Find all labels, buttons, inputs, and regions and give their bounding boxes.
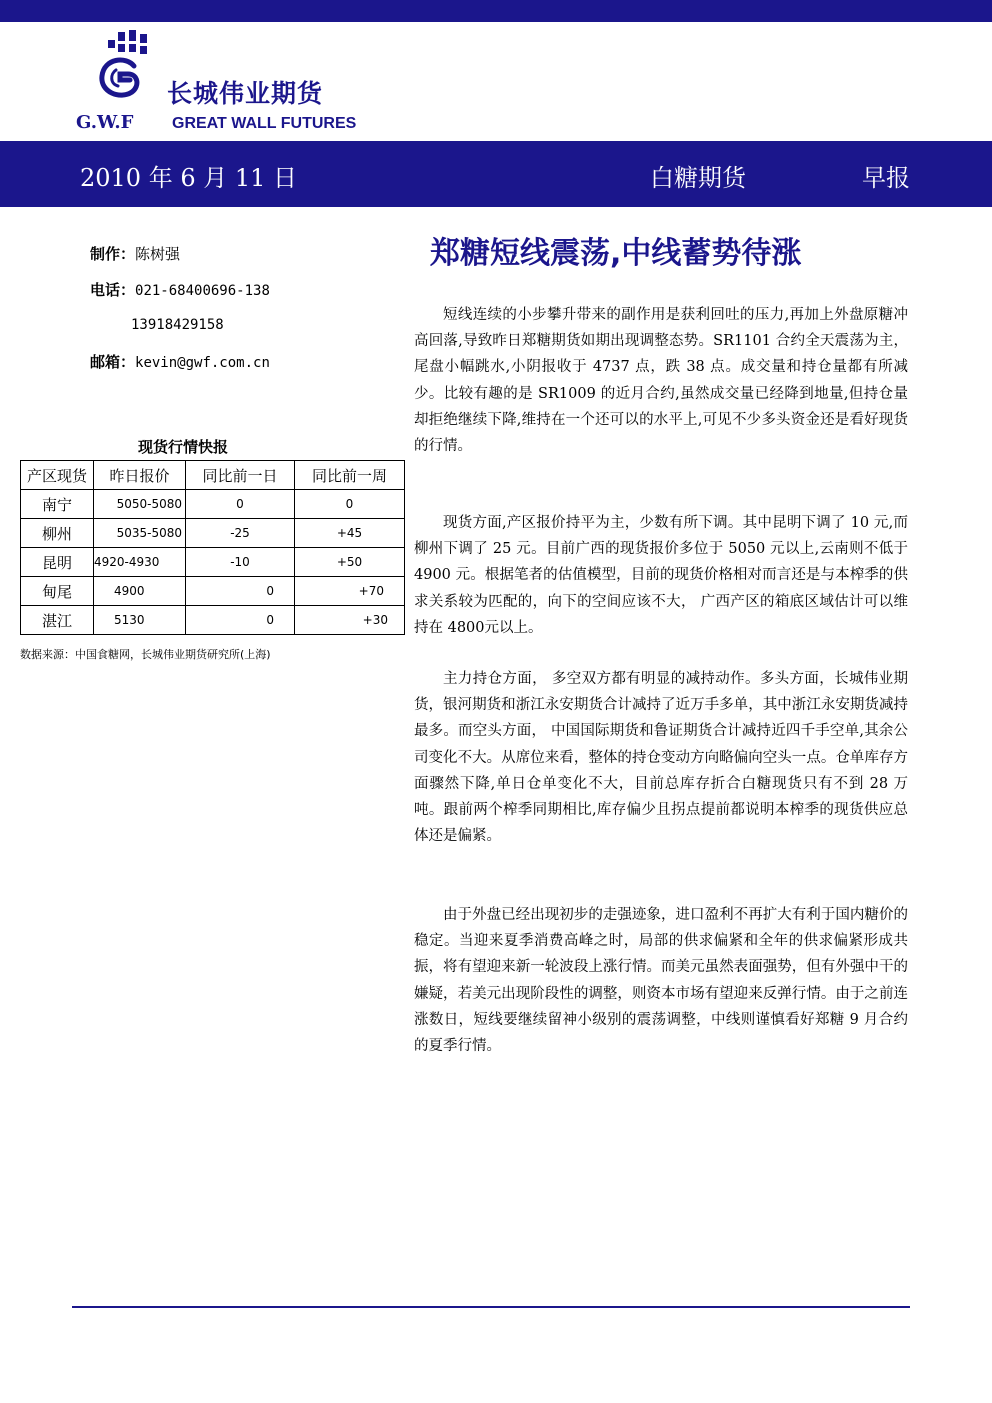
article-paragraph-1: 短线连续的小步攀升带来的副作用是获利回吐的压力,再加上外盘原糖冲高回落,导致昨日郑糖期货如期出现调整态势。SR1101 合约全天震荡为主，尾盘小幅跳水,小阴报收于 4737 点，跌 38 点。成交量和持仓量都有所减少。比较有趣的是 SR1009 的近月合约,虽然成交量已经降到地量,但持仓量却拒绝继续下降,维持在一个还可以的水平上,可见不少多头资金还是看好现货的行情。 [414, 307, 908, 455]
region-cell: 湛江 [21, 606, 94, 635]
phone-number-2: 13918429158 [131, 317, 224, 333]
spot-table-title: 现货行情快报 [137, 438, 228, 456]
table-row [21, 548, 405, 577]
header-day-change: 同比前一日 [186, 461, 295, 490]
phone-line [90, 279, 270, 300]
author-line [90, 243, 180, 264]
day-change-cell: 0 [186, 606, 295, 635]
day-change-cell: -10 [186, 548, 295, 577]
week-change-cell: +50 [295, 548, 405, 577]
spot-price-table [20, 460, 405, 635]
price-cell: 5035-5080 [94, 519, 186, 548]
phone-number-1: 021-68400696-138 [135, 283, 270, 299]
article-paragraph-3: 主力持仓方面， 多空双方都有明显的减持动作。多头方面，长城伟业期货，银河期货和浙江永安期货合计减持了近万手多单，其中浙江永安期货减持最多。而空头方面， 中国国际期货和鲁证期货合计减持近四千手空单,其余公司变化不大。从席位来看，整体的持仓变动方向略偏向空头一点。仓单库存方面骤然下降,单日仓单变化不大，目前总库存折合白糖现货只有不到 28 万吨。跟前两个榨季同期相比,库存偏少且拐点提前都说明本榨季的现货供应总体还是偏紧。 [414, 671, 908, 845]
brand-name-chinese: 长城伟业期货 [167, 79, 324, 108]
report-banner [0, 141, 992, 207]
great-wall-logo-icon [86, 30, 156, 108]
report-date: 2010 年 6 月 11 日 [80, 164, 298, 192]
phone-label: 电话： [90, 281, 136, 299]
region-cell: 甸尾 [21, 577, 94, 606]
header-region: 产区现货 [21, 461, 94, 490]
email-label: 邮箱： [90, 353, 136, 371]
author-name: 陈树强 [135, 245, 181, 263]
top-color-bar [0, 0, 992, 22]
table-row [21, 606, 405, 635]
day-change-cell: 0 [186, 490, 295, 519]
week-change-cell: 0 [295, 490, 405, 519]
company-logo [72, 30, 372, 135]
article-paragraph-4: 由于外盘已经出现初步的走强迹象，进口盈利不再扩大有利于国内糖价的稳定。当迎来夏季消费高峰之时，局部的供求偏紧和全年的供求偏紧形成共振，将有望迎来新一轮波段上涨行情。而美元虽然表面强势，但有外强中干的嫌疑，若美元出现阶段性的调整，则资本市场有望迎来反弹行情。由于之前连涨数日，短线要继续留神小级别的震荡调整，中线则谨慎看好郑糖 9 月合约的夏季行情。 [414, 907, 908, 1055]
email-address: kevin@gwf.com.cn [135, 355, 270, 371]
table-row [21, 519, 405, 548]
price-cell: 4920-4930 [94, 548, 186, 577]
day-change-cell: -25 [186, 519, 295, 548]
region-cell: 南宁 [21, 490, 94, 519]
article-headline: 郑糖短线震荡,中线蓄势待涨 [430, 236, 802, 271]
table-header-row [21, 461, 405, 490]
day-change-cell: 0 [186, 577, 295, 606]
week-change-cell: +45 [295, 519, 405, 548]
header-week-change: 同比前一周 [295, 461, 405, 490]
price-cell: 5050-5080 [94, 490, 186, 519]
table-row [21, 577, 405, 606]
data-source-note: 数据来源：中国食糖网，长城伟业期货研究所(上海) [20, 648, 271, 661]
price-cell: 4900 [94, 577, 186, 606]
price-cell: 5130 [94, 606, 186, 635]
report-category: 白糖期货 [650, 164, 746, 192]
table-row [21, 490, 405, 519]
author-label: 制作： [90, 245, 136, 263]
report-type: 早报 [862, 164, 910, 192]
brand-name-english: GREAT WALL FUTURES [172, 115, 357, 132]
phone-line-2 [131, 315, 224, 333]
header-price: 昨日报价 [94, 461, 186, 490]
email-line [90, 351, 270, 372]
week-change-cell: +70 [295, 577, 405, 606]
week-change-cell: +30 [295, 606, 405, 635]
region-cell: 昆明 [21, 548, 94, 577]
region-cell: 柳州 [21, 519, 94, 548]
article-paragraph-2: 现货方面,产区报价持平为主，少数有所下调。其中昆明下调了 10 元,而柳州下调了 25 元。目前广西的现货报价多位于 5050 元以上,云南则不低于 4900 元。根据笔者的估值模型，目前的现货价格相对而言还是与本榨季的供求关系较为匹配的，向下的空间应该不大， 广西产区的箱底区域估计可以维持在 4800元以上。 [414, 515, 908, 636]
footer-rule [72, 1306, 910, 1308]
brand-abbreviation: G.W.F [76, 112, 134, 133]
